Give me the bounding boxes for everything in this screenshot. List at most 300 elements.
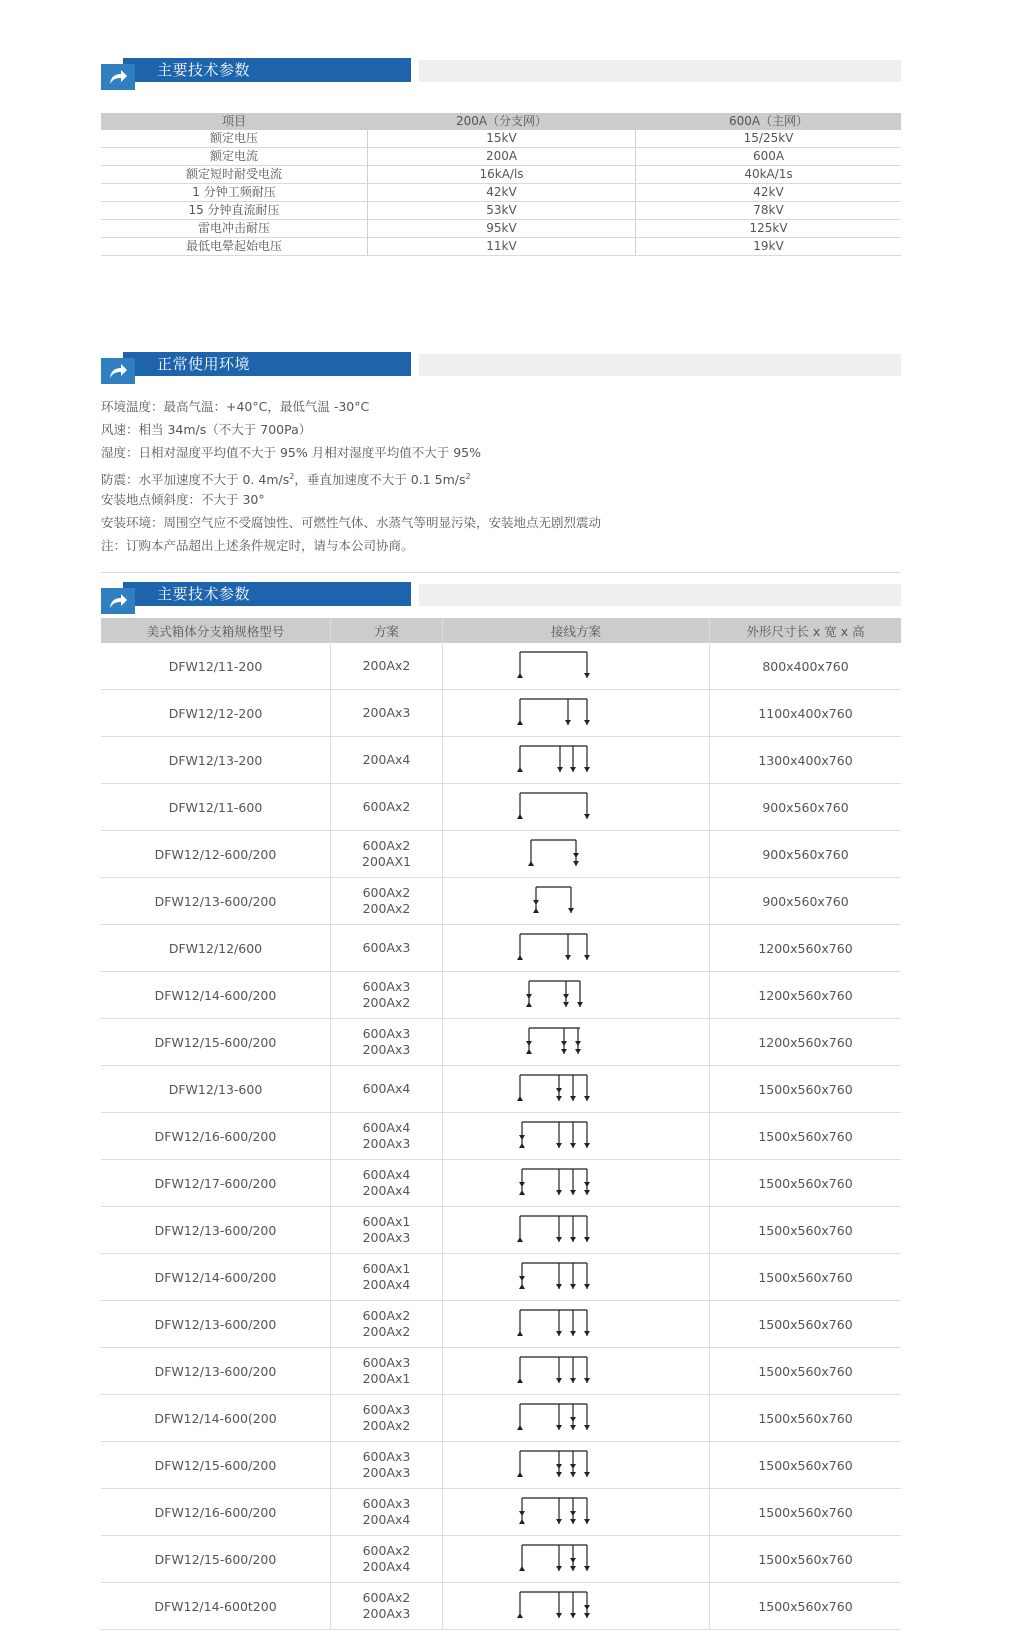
- col-header-model: 美式箱体分支箱规格型号: [101, 618, 331, 643]
- arrow-down-icon: [573, 853, 579, 858]
- arrow-up-icon: [526, 1049, 532, 1054]
- wiring-cell: [443, 1160, 710, 1207]
- wiring-diagram: [516, 1024, 636, 1060]
- table-row: [101, 1395, 901, 1442]
- wiring-cell: [443, 643, 710, 690]
- model-number: DFW12/13-600/200: [101, 878, 331, 925]
- wiring-diagram: [516, 1212, 636, 1248]
- plan-line: 600Ax4: [362, 1167, 411, 1182]
- arrow-up-icon: [517, 767, 523, 772]
- arrow-down-icon: [575, 1041, 581, 1046]
- wiring-cell: [443, 1348, 710, 1395]
- arrow-down-icon: [556, 1425, 562, 1430]
- dimensions: 900x560x760: [710, 831, 902, 878]
- wiring-diagram: [516, 1118, 636, 1154]
- table-row: [101, 784, 901, 831]
- plan-line: 600Ax3: [362, 979, 411, 994]
- model-number: DFW12/14-600(200: [101, 1395, 331, 1442]
- arrow-down-icon: [584, 1096, 590, 1101]
- arrow-down-icon: [584, 1605, 590, 1610]
- arrow-down-icon: [584, 1378, 590, 1383]
- plan-line: 200Ax1: [362, 1371, 411, 1386]
- wiring-cell: [443, 737, 710, 784]
- wiring-cell: [443, 878, 710, 925]
- dimensions: 1200x560x760: [710, 925, 902, 972]
- table-row: [101, 1583, 901, 1630]
- plan-line: 200Ax4: [362, 752, 411, 767]
- env-line-seismic: 防震：水平加速度不大于 0. $4m/s^2$，垂直加速度不大于 0.1 $5m/s^2$: [101, 471, 471, 487]
- arrow-down-icon: [526, 1041, 532, 1046]
- model-number: DFW12/13-600: [101, 1066, 331, 1113]
- share-arrow-icon: [101, 64, 135, 90]
- wiring-diagram: [516, 1541, 636, 1577]
- wiring-cell: [443, 1536, 710, 1583]
- col-header-wiring: 接线方案: [443, 618, 710, 643]
- arrow-down-icon: [570, 1284, 576, 1289]
- dimensions: 1500x560x760: [710, 1207, 902, 1254]
- env-line-install: 安装环境：周围空气应不受腐蚀性、可燃性气体、水蒸气等明显污染，安装地点无剧烈震动: [101, 514, 602, 530]
- plan-cell: [331, 1395, 443, 1442]
- arrow-down-icon: [570, 1331, 576, 1336]
- env-line-note: 注：订购本产品超出上述条件规定时，请与本公司协商。: [101, 538, 414, 554]
- plan-cell: [331, 1583, 443, 1630]
- arrow-down-icon: [556, 1464, 562, 1469]
- plan-cell: [331, 1019, 443, 1066]
- wiring-lines: [529, 1028, 580, 1054]
- model-spec-table: [101, 618, 901, 1630]
- arrow-up-icon: [517, 1096, 523, 1101]
- plan-line: 600Ax3: [362, 940, 411, 955]
- table-row: [101, 148, 901, 166]
- share-arrow-icon: [101, 588, 135, 614]
- wiring-lines: [520, 1216, 587, 1242]
- arrow-down-icon: [526, 994, 532, 999]
- arrow-down-icon: [563, 994, 569, 999]
- plan-line: 200Ax3: [362, 1465, 411, 1480]
- plan-line: 600Ax2: [362, 838, 411, 853]
- plan-line: 600Ax2: [362, 885, 411, 900]
- plan-cell: [331, 1160, 443, 1207]
- wiring-cell: [443, 1113, 710, 1160]
- arrow-up-icon: [517, 814, 523, 819]
- dimensions: 900x560x760: [710, 784, 902, 831]
- plan-cell: [331, 1489, 443, 1536]
- model-number: DFW12/11-600: [101, 784, 331, 831]
- param-name: 额定短时耐受电流: [101, 166, 368, 184]
- model-number: DFW12/15-600/200: [101, 1442, 331, 1489]
- arrow-down-icon: [570, 1378, 576, 1383]
- table-row: [101, 1019, 901, 1066]
- divider: [101, 572, 901, 573]
- section-title: 主要技术参数: [157, 585, 251, 603]
- arrow-down-icon: [556, 1088, 562, 1093]
- arrow-down-icon: [570, 1566, 576, 1571]
- arrow-up-icon: [519, 1284, 525, 1289]
- wiring-cell: [443, 1583, 710, 1630]
- dimensions: 1500x560x760: [710, 1348, 902, 1395]
- arrow-down-icon: [533, 900, 539, 905]
- plan-cell: [331, 1536, 443, 1583]
- arrow-down-icon: [584, 814, 590, 819]
- arrow-down-icon: [570, 1096, 576, 1101]
- arrow-up-icon: [517, 1378, 523, 1383]
- plan-cell: [331, 643, 443, 690]
- arrow-down-icon: [556, 1331, 562, 1336]
- section-header-gray-bar: [419, 354, 901, 376]
- model-number: DFW12/13-600/200: [101, 1348, 331, 1395]
- param-600a-value: 40kA/1s: [636, 166, 902, 184]
- col-header-item: 项目: [101, 113, 368, 130]
- arrow-down-icon: [561, 1041, 567, 1046]
- wiring-diagram: [516, 836, 636, 872]
- dimensions: 1500x560x760: [710, 1254, 902, 1301]
- arrow-down-icon: [584, 1472, 590, 1477]
- arrow-down-icon: [573, 861, 579, 866]
- arrow-down-icon: [565, 720, 571, 725]
- arrow-down-icon: [584, 1237, 590, 1242]
- model-number: DFW12/14-600t200: [101, 1583, 331, 1630]
- param-name: 最低电晕起始电压: [101, 238, 368, 256]
- wiring-diagram: [516, 789, 636, 825]
- dimensions: 900x560x760: [710, 878, 902, 925]
- table-row: [101, 184, 901, 202]
- dimensions: 1500x560x760: [710, 1395, 902, 1442]
- plan-line: 600Ax2: [362, 1590, 411, 1605]
- arrow-down-icon: [556, 1472, 562, 1477]
- model-number: DFW12/16-600/200: [101, 1113, 331, 1160]
- plan-cell: [331, 1254, 443, 1301]
- table-row: [101, 925, 901, 972]
- arrow-up-icon: [517, 955, 523, 960]
- param-600a-value: 15/25kV: [636, 130, 902, 148]
- section-header-gray-bar: [419, 584, 901, 606]
- arrow-down-icon: [519, 1276, 525, 1281]
- wiring-cell: [443, 1066, 710, 1113]
- arrow-down-icon: [570, 1511, 576, 1516]
- table-row: [101, 878, 901, 925]
- share-arrow-icon: [101, 358, 135, 384]
- param-200a-value: 95kV: [368, 220, 636, 238]
- wiring-lines: [520, 1075, 587, 1101]
- arrow-down-icon: [584, 720, 590, 725]
- arrow-down-icon: [584, 1425, 590, 1430]
- arrow-up-icon: [517, 720, 523, 725]
- arrow-down-icon: [570, 1519, 576, 1524]
- model-number: DFW12/14-600/200: [101, 972, 331, 1019]
- section-header-params: [101, 58, 901, 90]
- environment-conditions: [101, 395, 901, 557]
- param-200a-value: 53kV: [368, 202, 636, 220]
- model-number: DFW12/15-600/200: [101, 1536, 331, 1583]
- model-number: DFW12/12/600: [101, 925, 331, 972]
- arrow-down-icon: [577, 1002, 583, 1007]
- plan-line: 600Ax3: [362, 1496, 411, 1511]
- plan-cell: [331, 1066, 443, 1113]
- dimensions: 1500x560x760: [710, 1536, 902, 1583]
- arrow-down-icon: [584, 1519, 590, 1524]
- plan-line: 200Ax3: [362, 1042, 411, 1057]
- wiring-lines: [520, 1451, 587, 1477]
- wiring-lines: [522, 1545, 587, 1571]
- table-row: [101, 1160, 901, 1207]
- arrow-down-icon: [584, 1190, 590, 1195]
- arrow-up-icon: [519, 1143, 525, 1148]
- arrow-down-icon: [519, 1182, 525, 1187]
- dimensions: 800x400x760: [710, 643, 902, 690]
- param-name: 额定电压: [101, 130, 368, 148]
- arrow-down-icon: [584, 1331, 590, 1336]
- model-number: DFW12/12-200: [101, 690, 331, 737]
- plan-line: 200Ax2: [362, 901, 411, 916]
- arrow-down-icon: [584, 1613, 590, 1618]
- model-number: DFW12/17-600/200: [101, 1160, 331, 1207]
- plan-line: 200Ax2: [362, 1324, 411, 1339]
- arrow-up-icon: [526, 1002, 532, 1007]
- wiring-cell: [443, 925, 710, 972]
- param-name: 雷电冲击耐压: [101, 220, 368, 238]
- dimensions: 1500x560x760: [710, 1301, 902, 1348]
- wiring-diagram: [516, 1494, 636, 1530]
- table-row: [101, 1113, 901, 1160]
- dimensions: 1500x560x760: [710, 1489, 902, 1536]
- plan-line: 200Ax4: [362, 1277, 411, 1292]
- plan-cell: [331, 878, 443, 925]
- col-header-dimensions: 外形尺寸长 x 宽 x 高: [710, 618, 902, 643]
- table-row: [101, 831, 901, 878]
- section-title: 主要技术参数: [157, 61, 251, 79]
- col-header-plan: 方案: [331, 618, 443, 643]
- model-number: DFW12/13-600/200: [101, 1301, 331, 1348]
- dimensions: 1500x560x760: [710, 1442, 902, 1489]
- wiring-diagram: [516, 1353, 636, 1389]
- arrow-down-icon: [556, 1284, 562, 1289]
- arrow-down-icon: [556, 1613, 562, 1618]
- arrow-down-icon: [556, 1519, 562, 1524]
- wiring-lines: [520, 652, 587, 678]
- plan-line: 200Ax4: [362, 1512, 411, 1527]
- wiring-diagram: [516, 883, 636, 919]
- plan-line: 600Ax3: [362, 1402, 411, 1417]
- model-number: DFW12/14-600/200: [101, 1254, 331, 1301]
- plan-cell: [331, 925, 443, 972]
- arrow-up-icon: [517, 1425, 523, 1430]
- table-row: [101, 130, 901, 148]
- arrow-down-icon: [570, 1464, 576, 1469]
- table-row: [101, 166, 901, 184]
- table-row: [101, 1301, 901, 1348]
- table-row: [101, 220, 901, 238]
- table-row: [101, 1489, 901, 1536]
- param-200a-value: 16kA/ls: [368, 166, 636, 184]
- dimensions: 1100x400x760: [710, 690, 902, 737]
- arrow-down-icon: [570, 1417, 576, 1422]
- wiring-lines: [520, 1404, 587, 1430]
- arrow-down-icon: [563, 1002, 569, 1007]
- arrow-down-icon: [584, 1284, 590, 1289]
- param-name: 额定电流: [101, 148, 368, 166]
- arrow-down-icon: [584, 955, 590, 960]
- arrow-up-icon: [517, 673, 523, 678]
- wiring-cell: [443, 1019, 710, 1066]
- plan-line: 600Ax1: [362, 1214, 411, 1229]
- plan-line: 200Ax2: [362, 995, 411, 1010]
- plan-cell: [331, 1442, 443, 1489]
- dimensions: 1200x560x760: [710, 1019, 902, 1066]
- arrow-down-icon: [519, 1135, 525, 1140]
- arrow-down-icon: [584, 673, 590, 678]
- plan-line: 200Ax3: [362, 705, 411, 720]
- wiring-lines: [522, 1122, 587, 1148]
- wiring-diagram: [516, 1165, 636, 1201]
- arrow-down-icon: [568, 908, 574, 913]
- wiring-lines: [520, 746, 587, 772]
- wiring-cell: [443, 784, 710, 831]
- arrow-up-icon: [519, 1519, 525, 1524]
- table-row: [101, 1536, 901, 1583]
- arrow-down-icon: [584, 1566, 590, 1571]
- wiring-cell: [443, 1207, 710, 1254]
- plan-cell: [331, 1348, 443, 1395]
- arrow-down-icon: [584, 1182, 590, 1187]
- model-number: DFW12/13-200: [101, 737, 331, 784]
- wiring-diagram: [516, 1400, 636, 1436]
- env-line-wind: 风速：相当 34m/s（不大于 700Pa）: [101, 422, 312, 438]
- env-line-temperature: 环境温度：最高气温：+40°C，最低气温 -30°C: [101, 399, 370, 414]
- table-row: [101, 1254, 901, 1301]
- wiring-lines: [520, 934, 587, 960]
- arrow-down-icon: [556, 1566, 562, 1571]
- arrow-down-icon: [575, 1049, 581, 1054]
- plan-line: 600Ax3: [362, 1026, 411, 1041]
- arrow-down-icon: [565, 955, 571, 960]
- arrow-down-icon: [570, 1190, 576, 1195]
- wiring-diagram: [516, 1588, 636, 1624]
- param-200a-value: 42kV: [368, 184, 636, 202]
- plan-line: 200Ax3: [362, 1606, 411, 1621]
- param-name: 15 分钟直流耐压: [101, 202, 368, 220]
- plan-line: 600Ax2: [362, 1308, 411, 1323]
- plan-cell: [331, 972, 443, 1019]
- param-200a-value: 200A: [368, 148, 636, 166]
- plan-line: 600Ax4: [362, 1120, 411, 1135]
- arrow-down-icon: [556, 1190, 562, 1195]
- wiring-cell: [443, 1301, 710, 1348]
- wiring-lines: [536, 887, 571, 913]
- wiring-diagram: [516, 1071, 636, 1107]
- param-200a-value: 11kV: [368, 238, 636, 256]
- plan-line: 200Ax2: [362, 658, 411, 673]
- section-header-gray-bar: [419, 60, 901, 82]
- wiring-cell: [443, 1395, 710, 1442]
- arrow-up-icon: [528, 861, 534, 866]
- wiring-lines: [522, 1263, 587, 1289]
- param-name: 1 分钟工频耐压: [101, 184, 368, 202]
- section-title: 正常使用环境: [157, 355, 251, 373]
- env-line-humidity: 湿度：日相对湿度平均值不大于 95% 月相对湿度平均值不大于 95%: [101, 445, 481, 461]
- arrow-down-icon: [570, 1237, 576, 1242]
- arrow-up-icon: [517, 1613, 523, 1618]
- arrow-down-icon: [557, 767, 563, 772]
- model-number: DFW12/13-600/200: [101, 1207, 331, 1254]
- wiring-diagram: [516, 695, 636, 731]
- arrow-down-icon: [556, 1096, 562, 1101]
- table-row: [101, 202, 901, 220]
- arrow-down-icon: [556, 1237, 562, 1242]
- arrow-down-icon: [570, 1143, 576, 1148]
- wiring-lines: [520, 1310, 587, 1336]
- table-row: [101, 1442, 901, 1489]
- wiring-lines: [522, 1498, 587, 1524]
- dimensions: 1500x560x760: [710, 1583, 902, 1630]
- table-row: [101, 972, 901, 1019]
- param-600a-value: 78kV: [636, 202, 902, 220]
- arrow-down-icon: [561, 1049, 567, 1054]
- arrow-down-icon: [556, 1143, 562, 1148]
- dimensions: 1300x400x760: [710, 737, 902, 784]
- plan-cell: [331, 1207, 443, 1254]
- model-number: DFW12/11-200: [101, 643, 331, 690]
- plan-line: 600Ax2: [362, 1543, 411, 1558]
- wiring-lines: [520, 699, 587, 725]
- table-row: [101, 737, 901, 784]
- plan-cell: [331, 1113, 443, 1160]
- plan-line: 200Ax4: [362, 1559, 411, 1574]
- table-row: [101, 690, 901, 737]
- plan-line: 200AX1: [362, 854, 411, 869]
- col-header-600a: 600A（主网）: [636, 113, 902, 130]
- plan-line: 600Ax4: [362, 1081, 411, 1096]
- wiring-diagram: [516, 977, 636, 1013]
- wiring-cell: [443, 972, 710, 1019]
- plan-cell: [331, 831, 443, 878]
- arrow-up-icon: [517, 1472, 523, 1477]
- arrow-up-icon: [517, 1331, 523, 1336]
- dimensions: 1500x560x760: [710, 1113, 902, 1160]
- dimensions: 1500x560x760: [710, 1160, 902, 1207]
- plan-line: 200Ax2: [362, 1418, 411, 1433]
- table-row: [101, 643, 901, 690]
- env-line-tilt: 安装地点倾斜度：不大于 30°: [101, 491, 265, 507]
- arrow-down-icon: [519, 1511, 525, 1516]
- arrow-down-icon: [584, 1143, 590, 1148]
- dimensions: 1200x560x760: [710, 972, 902, 1019]
- wiring-diagram: [516, 1259, 636, 1295]
- col-header-200a: 200A（分支网）: [368, 113, 636, 130]
- plan-line: 600Ax3: [362, 1449, 411, 1464]
- wiring-diagram: [516, 648, 636, 684]
- arrow-down-icon: [570, 1613, 576, 1618]
- wiring-cell: [443, 690, 710, 737]
- wiring-lines: [520, 793, 587, 819]
- param-600a-value: 125kV: [636, 220, 902, 238]
- wiring-diagram: [516, 1306, 636, 1342]
- plan-cell: [331, 737, 443, 784]
- plan-line: 600Ax3: [362, 1355, 411, 1370]
- dimensions: 1500x560x760: [710, 1066, 902, 1113]
- model-number: DFW12/16-600/200: [101, 1489, 331, 1536]
- table-row: [101, 1066, 901, 1113]
- wiring-cell: [443, 1442, 710, 1489]
- plan-line: 600Ax1: [362, 1261, 411, 1276]
- arrow-down-icon: [570, 1425, 576, 1430]
- arrow-up-icon: [533, 908, 539, 913]
- arrow-down-icon: [570, 1472, 576, 1477]
- table-row: [101, 238, 901, 256]
- arrow-down-icon: [570, 1558, 576, 1563]
- wiring-diagram: [516, 1447, 636, 1483]
- wiring-cell: [443, 1489, 710, 1536]
- plan-cell: [331, 690, 443, 737]
